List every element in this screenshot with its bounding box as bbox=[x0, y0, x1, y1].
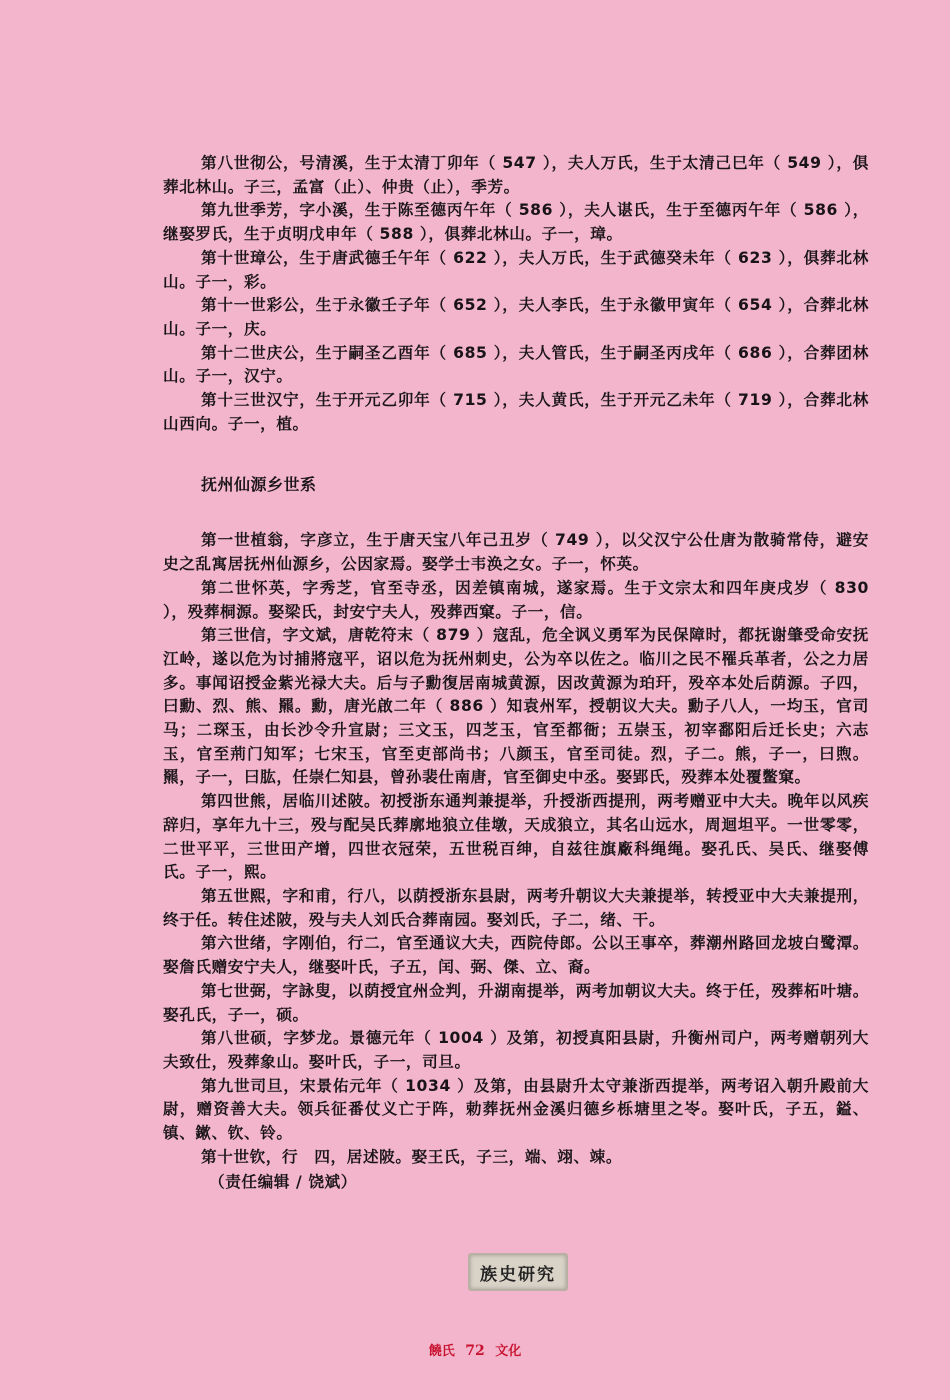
paragraph: 第九世司旦，宋景佑元年（ 1034 ）及第，由县尉升太守兼浙西提举，两考诏入朝升殿前大尉，赠资善大夫。领兵征番仗义亡于阵，勅葬抚州金溪归德乡栎塘里之岺。娶叶氏，子五，鎰、镇、鏉、钦、铃。 bbox=[163, 1076, 869, 1143]
page-number: 72 bbox=[465, 1343, 485, 1359]
section-heading: 抚州仙源乡世系 bbox=[201, 475, 317, 495]
paragraph: 第十世钦，行 四，居述陂。娶王氏，子三，端、翊、竦。 bbox=[201, 1147, 623, 1166]
paragraph: 第八世硕，字梦龙。景德元年（ 1004 ）及第，初授真阳县尉，升衡州司户，两考赠朝列大夫致仕，殁葬象山。娶叶氏，子一，司旦。 bbox=[163, 1029, 869, 1071]
paragraph: 第八世彻公，号清溪，生于太清丁卯年（ 547 ），夫人万氏，生于太清己巳年（ 549 ），俱葬北林山。子三，孟富（止）、仲贵（止），季芳。 bbox=[163, 154, 869, 196]
page-footer bbox=[0, 1340, 950, 1359]
paragraph: 第十三世汉宁，生于开元乙卯年（ 715 ），夫人黄氏，生于开元乙未年（ 719 ），合葬北林山西向。子一，植。 bbox=[163, 391, 869, 433]
paragraph: 第九世季芳，字小溪，生于陈至德丙午年（ 586 ），夫人谌氏，生于至德丙午年（ 586 ），继娶罗氏，生于贞明戊申年（ 588 ），俱葬北林山。子一，璋。 bbox=[163, 201, 869, 244]
paragraph: 第四世熊，居临川述陂。初授浙东通判兼提举，升授浙西提刑，两考赠亚中大夫。晚年以风疾辞归，享年九十三，殁与配吴氏葬廓地狼立佳墩，天成狼立，其名山远水，周迴坦平。一世零零，二世平平，三世田产增，四世衣冠荣，五世税百绅，自兹往旗廠科绳绳。娶孔氏、吴氏、继娶傅氏。子一，熙。 bbox=[163, 792, 869, 882]
paragraph: 第十一世彩公，生于永徽壬子年（ 652 ），夫人李氏，生于永徽甲寅年（ 654 ），合葬北林山。子一，庆。 bbox=[163, 296, 869, 338]
paragraph: 第十二世庆公，生于嗣圣乙酉年（ 685 ），夫人管氏，生于嗣圣丙戌年（ 686 ），合葬团林山。子一，汉宁。 bbox=[163, 343, 869, 386]
editor-credit: （责任编辑 / 饶斌） bbox=[209, 1173, 357, 1192]
paragraph: 第六世绪，字刚伯，行二，官至通议大夫，西院侍郎。公以王事卒，葬潮州路回龙坡白鹭潭。娶詹氏赠安宁夫人，继娶叶氏，子五，闰、弼、傑、立、裔。 bbox=[163, 934, 869, 977]
paragraph: 第五世熙，字和甫，行八，以荫授浙东县尉，两考升朝议大夫兼提举，转授亚中大夫兼提刑，终于任。转住述陂，殁与夫人刘氏合葬南园。娶刘氏，子二，绪、干。 bbox=[163, 886, 869, 929]
paragraph: 第一世植翁，字彦立，生于唐天宝八年己丑岁（ 749 ），以父汉宁公仕唐为散骑常侍，避安史之乱寓居抚州仙源乡，公因家焉。娶学士韦涣之女。子一，怀英。 bbox=[163, 531, 869, 574]
paragraph: 第二世怀英，字秀芝，官至寺丞，因差镇南城，遂家焉。生于文宗太和四年庚戌岁（ 830 ），殁葬桐源。娶梁氏，封安宁夫人，殁葬西窠。子一，信。 bbox=[163, 578, 869, 621]
paragraph: 第三世信，字文斌，唐乾符末（ 879 ）寇乱，危全讽义勇军为民保障时，都抚谢肇受命安抚江岭，遂以危为讨捕將寇平，诏以危为抚州刺史，公为卒以佐之。临川之民不罹兵革者，公之力居多。事闻诏授金紫光禄大夫。后与子勳復居南城黄源，因改黄源为珀玕，殁卒本处后荫源。子四，曰勳、烈、熊、羆。勳，唐光啟二年（ 886 ）知袁州军，授朝议大夫。勳子八人，一均玉，官司马；二琛玉，由长沙令升宣尉；三文玉，四芝玉，官至都衙；五崇玉，初宰鄱阳后迁长史；六志玉，官至荊门知军；七宋玉，官至吏部尚书；八颜玉，官至司徒。烈，子二。熊，子一，曰煦。羆，子一，曰肱，任崇仁知县，曾孙裴仕南唐，官至御史中丞。娶郢氏，殁葬本处覆鳖窠。 bbox=[163, 626, 869, 787]
paragraph: 第七世弼，字詠叟，以荫授宜州佥判，升湖南提举，两考加朝议大夫。终于任，殁葬柘叶塘。娶孔氏，子一，硕。 bbox=[163, 981, 869, 1024]
column-stamp: 族史研究 bbox=[468, 1253, 568, 1291]
article-body bbox=[163, 152, 869, 1195]
footer-left: 饒氏 bbox=[428, 1344, 455, 1359]
paragraph: 第十世璋公，生于唐武德壬午年（ 622 ），夫人万氏，生于武德癸未年（ 623 ），俱葬北林山。子一，彩。 bbox=[163, 248, 869, 291]
footer-right: 文化 bbox=[495, 1344, 522, 1359]
